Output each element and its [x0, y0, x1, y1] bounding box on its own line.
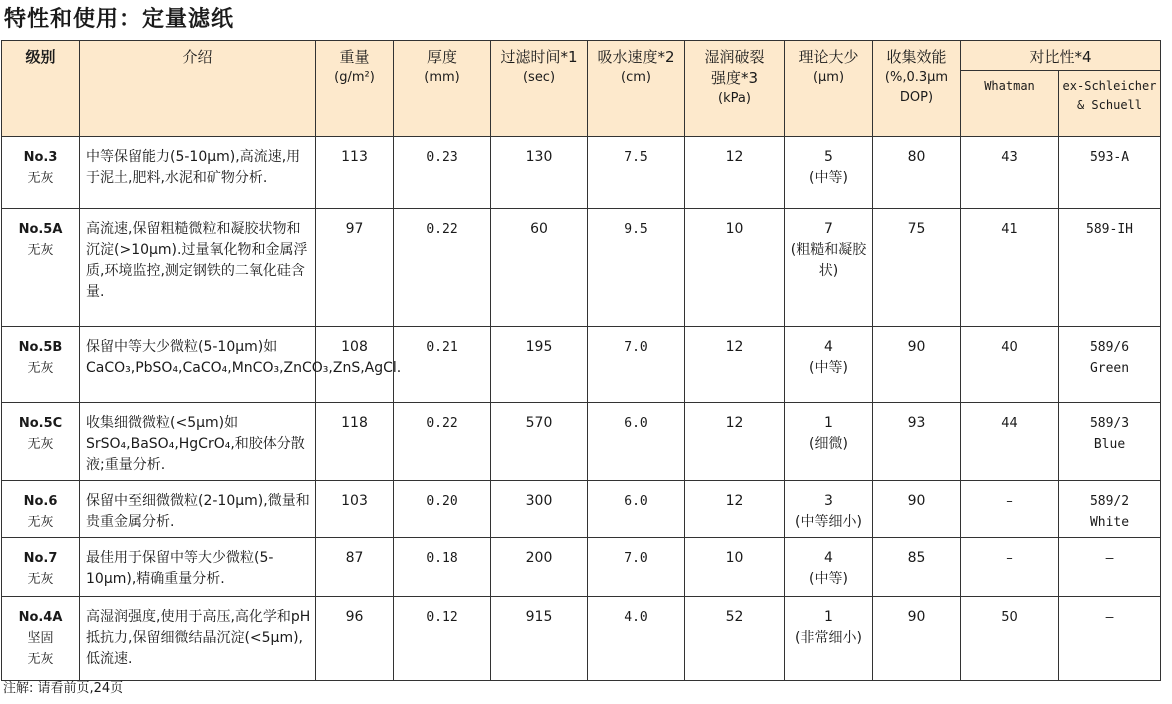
- weight-cell: 108: [316, 327, 394, 403]
- table-row: [2, 327, 1161, 403]
- schleicher-cell: 589/2 White: [1059, 481, 1161, 538]
- whatman-cell: 44: [961, 403, 1059, 481]
- filter-time-cell: 300: [491, 481, 588, 538]
- thickness-cell: 0.18: [394, 538, 491, 597]
- particle-cell: 1 (非常细小): [785, 597, 873, 681]
- whatman-cell: –: [961, 481, 1059, 538]
- efficiency-cell: 90: [873, 327, 961, 403]
- table-row: [2, 209, 1161, 327]
- absorb-cell: 6.0: [588, 403, 685, 481]
- table-row: [2, 597, 1161, 681]
- wet-burst-cell: 12: [685, 481, 785, 538]
- filter-time-cell: 60: [491, 209, 588, 327]
- wet-burst-cell: 52: [685, 597, 785, 681]
- table-row: [2, 403, 1161, 481]
- thickness-cell: 0.20: [394, 481, 491, 538]
- weight-cell: 97: [316, 209, 394, 327]
- grade-cell: No.3 无灰: [2, 137, 80, 209]
- schleicher-cell: 589-IH: [1059, 209, 1161, 327]
- absorb-cell: 7.0: [588, 327, 685, 403]
- weight-cell: 103: [316, 481, 394, 538]
- whatman-cell: 41: [961, 209, 1059, 327]
- intro-cell: 保留中至细微微粒(2-10μm),微量和贵重金属分析.: [80, 481, 316, 538]
- particle-cell: 4 (中等): [785, 327, 873, 403]
- absorb-cell: 4.0: [588, 597, 685, 681]
- particle-cell: 5 (中等): [785, 137, 873, 209]
- header-efficiency: 收集效能 (%,0.3μm DOP): [873, 41, 961, 137]
- filter-paper-table: [1, 40, 1161, 681]
- page-title: 特性和使用：定量滤纸: [4, 7, 235, 32]
- weight-cell: 113: [316, 137, 394, 209]
- filter-time-cell: 195: [491, 327, 588, 403]
- header-grade: 级别: [2, 41, 80, 137]
- whatman-cell: 50: [961, 597, 1059, 681]
- absorb-cell: 9.5: [588, 209, 685, 327]
- intro-cell: 高湿润强度,使用于高压,高化学和pH抵抗力,保留细微结晶沉淀(<5μm),低流速.: [80, 597, 316, 681]
- filter-time-cell: 570: [491, 403, 588, 481]
- efficiency-cell: 75: [873, 209, 961, 327]
- weight-cell: 87: [316, 538, 394, 597]
- efficiency-cell: 90: [873, 597, 961, 681]
- header-filter-time: 过滤时间*1 (sec): [491, 41, 588, 137]
- intro-cell: 收集细微微粒(<5μm)如SrSO₄,BaSO₄,HgCrO₄,和胶体分散液;重量分析.: [80, 403, 316, 481]
- header-particle-size: 理论大少 (μm): [785, 41, 873, 137]
- filter-time-cell: 130: [491, 137, 588, 209]
- header-weight: 重量 (g/m²): [316, 41, 394, 137]
- particle-cell: 1 (细微): [785, 403, 873, 481]
- particle-cell: 3 (中等细小): [785, 481, 873, 538]
- table-row: [2, 538, 1161, 597]
- intro-cell: 高流速,保留粗糙微粒和凝胶状物和沉淀(>10μm).过量氧化物和金属浮质,环境监控,测定钢铁的二氧化硅含量.: [80, 209, 316, 327]
- grade-cell: No.5A 无灰: [2, 209, 80, 327]
- wet-burst-cell: 10: [685, 209, 785, 327]
- schleicher-cell: 589/3 Blue: [1059, 403, 1161, 481]
- thickness-cell: 0.12: [394, 597, 491, 681]
- weight-cell: 96: [316, 597, 394, 681]
- header-thickness: 厚度 (mm): [394, 41, 491, 137]
- wet-burst-cell: 10: [685, 538, 785, 597]
- thickness-cell: 0.23: [394, 137, 491, 209]
- grade-cell: No.5B 无灰: [2, 327, 80, 403]
- intro-cell: 保留中等大少微粒(5-10μm)如CaCO₃,PbSO₄,CaCO₄,MnCO₃,ZnCO₃,ZnS,AgCl.: [80, 327, 316, 403]
- grade-cell: No.4A 坚固 无灰: [2, 597, 80, 681]
- schleicher-cell: –: [1059, 597, 1161, 681]
- intro-cell: 中等保留能力(5-10μm),高流速,用于泥土,肥料,水泥和矿物分析.: [80, 137, 316, 209]
- efficiency-cell: 85: [873, 538, 961, 597]
- schleicher-cell: –: [1059, 538, 1161, 597]
- table-row: [2, 137, 1161, 209]
- grade-cell: No.5C 无灰: [2, 403, 80, 481]
- footnote: 注解: 请看前页,24页: [3, 681, 124, 696]
- absorb-cell: 7.5: [588, 137, 685, 209]
- thickness-cell: 0.22: [394, 209, 491, 327]
- schleicher-cell: 589/6 Green: [1059, 327, 1161, 403]
- header-absorb-speed: 吸水速度*2 (cm): [588, 41, 685, 137]
- header-wet-burst: 湿润破裂 强度*3 (kPa): [685, 41, 785, 137]
- header-schleicher: ex-Schleicher & Schuell: [1059, 71, 1161, 137]
- whatman-cell: 43: [961, 137, 1059, 209]
- particle-cell: 7 (粗糙和凝胶状): [785, 209, 873, 327]
- header-comparison: 对比性*4: [961, 41, 1161, 71]
- thickness-cell: 0.22: [394, 403, 491, 481]
- particle-cell: 4 (中等): [785, 538, 873, 597]
- table-row: [2, 481, 1161, 538]
- thickness-cell: 0.21: [394, 327, 491, 403]
- wet-burst-cell: 12: [685, 403, 785, 481]
- efficiency-cell: 80: [873, 137, 961, 209]
- schleicher-cell: 593-A: [1059, 137, 1161, 209]
- header-whatman: Whatman: [961, 71, 1059, 137]
- filter-time-cell: 915: [491, 597, 588, 681]
- wet-burst-cell: 12: [685, 137, 785, 209]
- absorb-cell: 7.0: [588, 538, 685, 597]
- wet-burst-cell: 12: [685, 327, 785, 403]
- weight-cell: 118: [316, 403, 394, 481]
- whatman-cell: 40: [961, 327, 1059, 403]
- grade-cell: No.6 无灰: [2, 481, 80, 538]
- header-intro: 介绍: [80, 41, 316, 137]
- intro-cell: 最佳用于保留中等大少微粒(5-10μm),精确重量分析.: [80, 538, 316, 597]
- grade-cell: No.7 无灰: [2, 538, 80, 597]
- filter-time-cell: 200: [491, 538, 588, 597]
- efficiency-cell: 93: [873, 403, 961, 481]
- whatman-cell: –: [961, 538, 1059, 597]
- absorb-cell: 6.0: [588, 481, 685, 538]
- efficiency-cell: 90: [873, 481, 961, 538]
